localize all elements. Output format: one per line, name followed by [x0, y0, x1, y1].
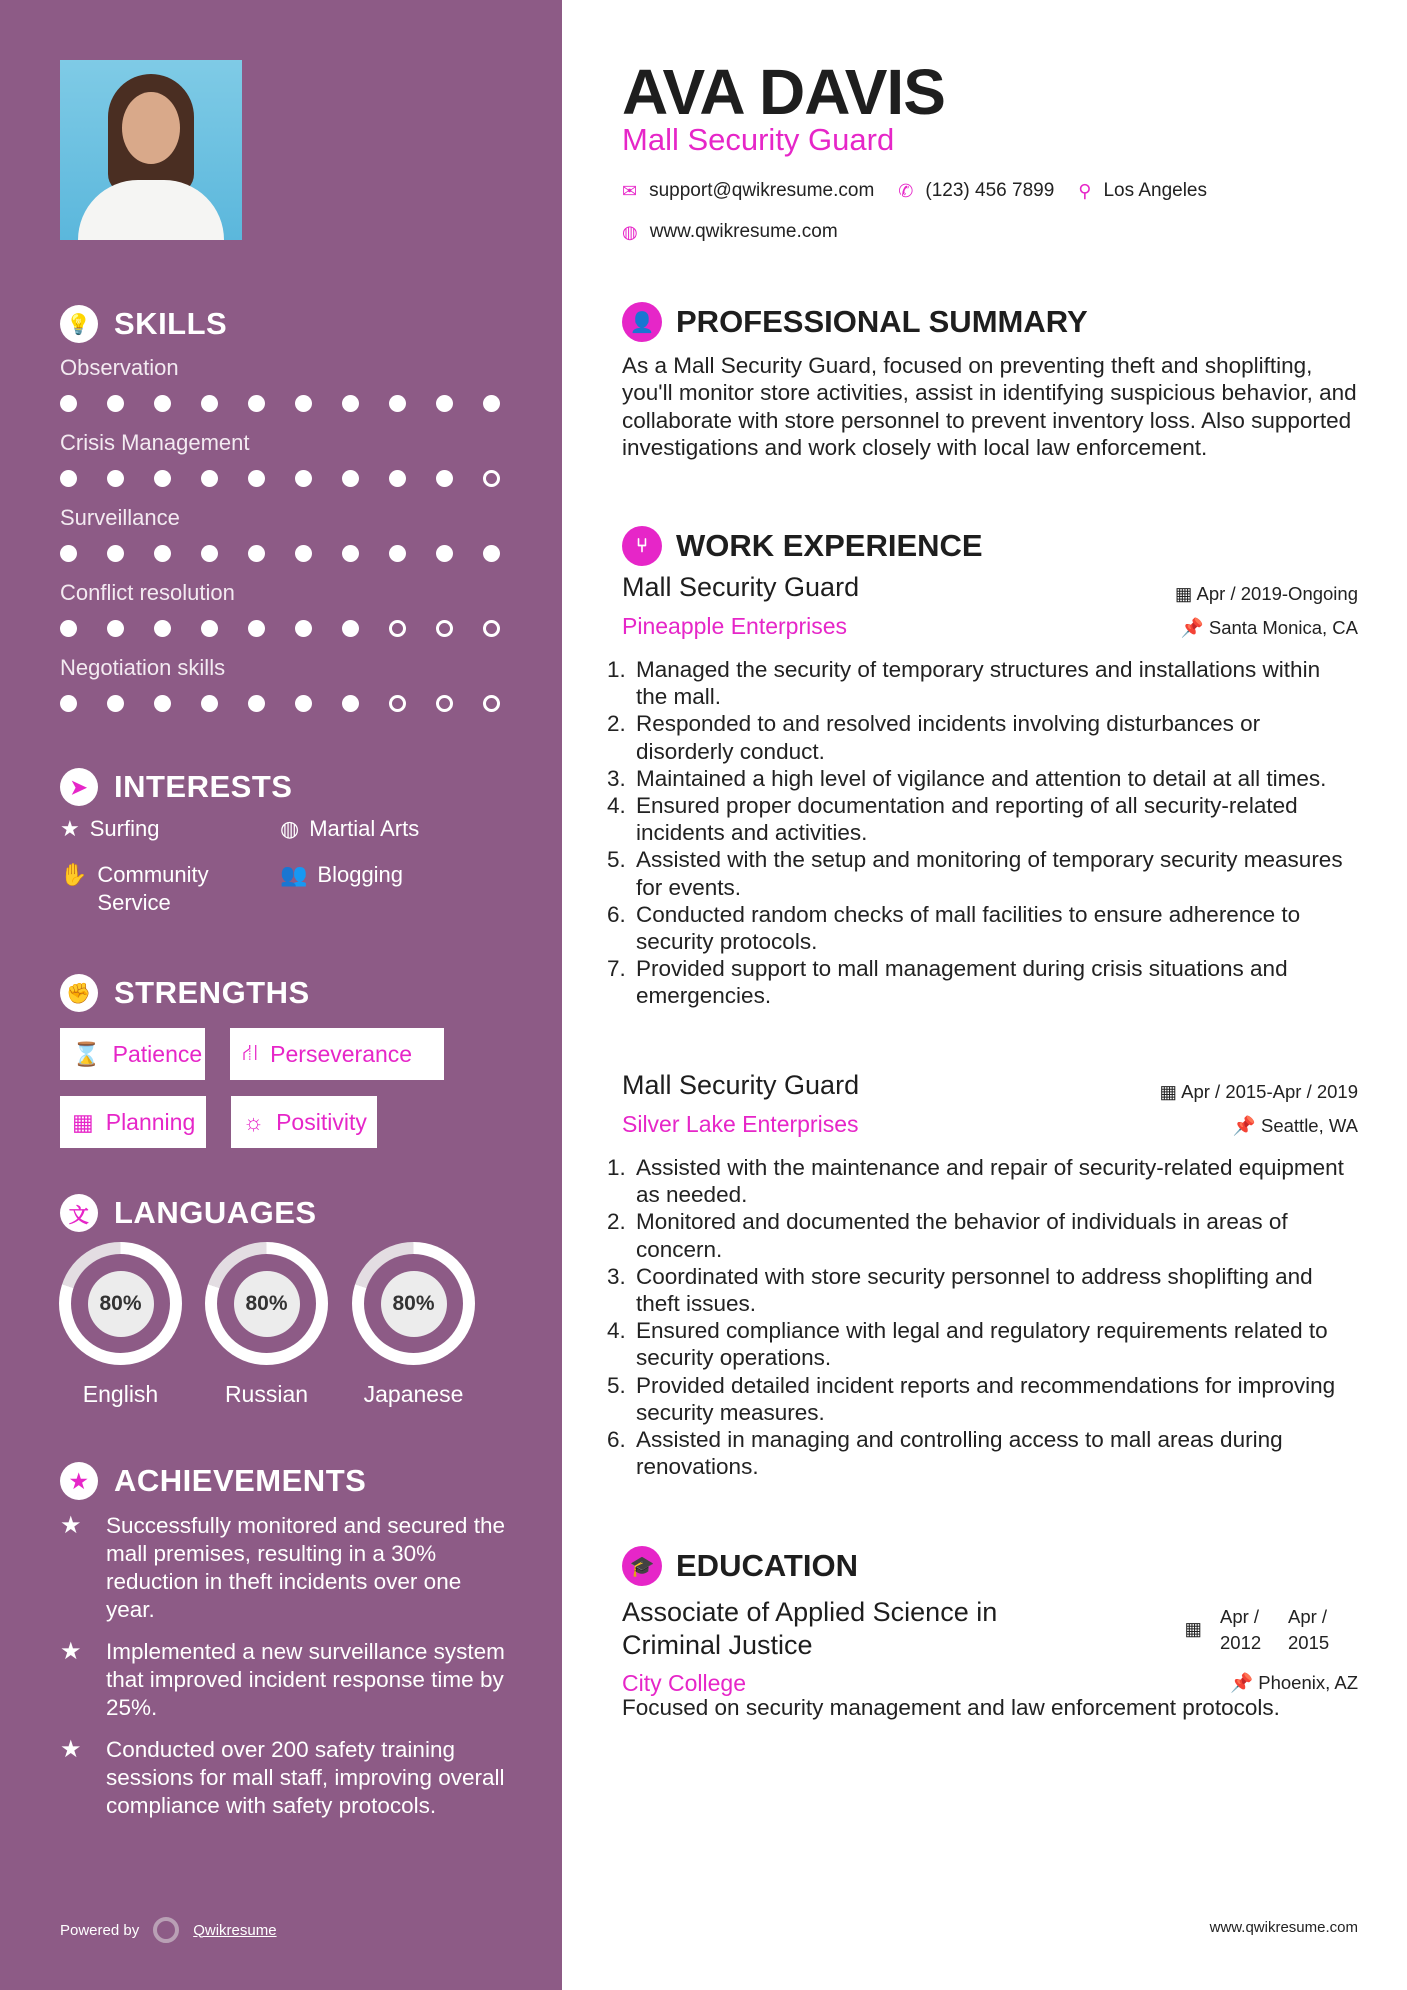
strength-chip [60, 1028, 205, 1080]
rating-dot-empty [436, 620, 453, 637]
rating-dot-filled [107, 620, 124, 637]
job-bullet: 4. Ensured compliance with legal and regulatory requirements related to security operations. [632, 1317, 1350, 1371]
job-title: Mall Security Guard [622, 1070, 860, 1100]
website-link[interactable]: www.qwikresume.com [649, 221, 838, 242]
rating-dot-filled [60, 620, 77, 637]
interests-heading [60, 768, 292, 806]
shooting-star-icon: ★ [60, 1736, 82, 1763]
globe-icon: ◍ [622, 221, 638, 242]
chair-icon: ⑂ [622, 526, 662, 566]
pushpin-icon: 📌 [1232, 1115, 1261, 1136]
star-icon: ★ [60, 816, 80, 841]
rating-dot-filled [201, 395, 218, 412]
lightbulb-icon: 💡 [60, 305, 98, 343]
skill-item [60, 505, 510, 562]
pushpin-icon: 📌 [1180, 617, 1209, 638]
job-bullet: 1. Managed the security of temporary structures and installations within the mall. [632, 656, 1350, 710]
interest-item [280, 815, 419, 843]
rating-dot-filled [154, 620, 171, 637]
interest-label: Blogging [317, 862, 404, 887]
strength-label: Patience [112, 1040, 203, 1067]
education-location [1230, 1672, 1358, 1694]
skill-item [60, 655, 510, 712]
rating-dot-filled [107, 395, 124, 412]
skill-label: Surveillance [60, 505, 180, 530]
rating-dot-filled [342, 470, 359, 487]
rating-dot-empty [389, 620, 406, 637]
skill-label: Observation [60, 355, 179, 380]
rating-dot-filled [295, 470, 312, 487]
skills-heading [60, 305, 227, 343]
language-progress-ring [352, 1242, 475, 1365]
languages-heading [60, 1194, 317, 1232]
job-title: Mall Security Guard [622, 122, 895, 157]
job-bullet: 5. Assisted with the setup and monitoring of temporary security measures for events. [632, 846, 1350, 900]
interests-title: INTERESTS [114, 769, 293, 804]
hourglass-icon: ⌛ [72, 1040, 101, 1067]
achievement-item [60, 1512, 510, 1624]
qwikresume-link[interactable]: Qwikresume [193, 1921, 277, 1939]
rating-dot-empty [483, 695, 500, 712]
rating-dot-filled [60, 395, 77, 412]
job-bullet: 3. Maintained a high level of vigilance and attention to detail at all times. [632, 765, 1350, 792]
skill-item [60, 580, 510, 637]
rating-dot-filled [107, 470, 124, 487]
skill-item [60, 430, 510, 487]
rating-dot-filled [342, 545, 359, 562]
achievement-text: Successfully monitored and secured the mall premises, resulting in a 30% reduction in theft incidents over one year. [106, 1513, 505, 1622]
strength-label: Planning [105, 1108, 196, 1135]
summary-text: As a Mall Security Guard, focused on preventing theft and shoplifting, you'll monitor store activities, assist in identifying suspicious behavior, and collaborate with store personnel to prevent inventory loss. Also supported investigations and work closely with local law enforcement. [622, 353, 1357, 460]
rating-dot-filled [295, 395, 312, 412]
job-location-text: Santa Monica, CA [1208, 617, 1358, 638]
rating-dot-filled [389, 470, 406, 487]
rating-dot-filled [295, 620, 312, 637]
language-percent: 80% [381, 1271, 447, 1337]
rating-dot-filled [154, 695, 171, 712]
rating-dot-filled [201, 620, 218, 637]
rating-dot-filled [154, 395, 171, 412]
phone-icon: ✆ [898, 180, 914, 201]
language-percent: 80% [88, 1271, 154, 1337]
candidate-name: AVA DAVIS [622, 56, 945, 128]
languages-title: LANGUAGES [114, 1195, 317, 1230]
paper-plane-icon: ➤ [60, 768, 98, 806]
envelope-icon: ✉ [622, 180, 638, 201]
education-start: Apr / 2012 [1220, 1606, 1262, 1653]
skill-label: Crisis Management [60, 430, 250, 455]
location-text: Los Angeles [1103, 180, 1207, 201]
skills-title: SKILLS [114, 306, 228, 341]
powered-by-label: Powered by [60, 1921, 140, 1939]
company-name: Silver Lake Enterprises [622, 1111, 859, 1137]
strengths-title: STRENGTHS [114, 975, 310, 1010]
job-bullet: 2. Monitored and documented the behavior of individuals in areas of concern. [632, 1208, 1350, 1262]
job-dates [1160, 1081, 1359, 1103]
profile-photo [60, 60, 242, 240]
skill-rating [60, 695, 510, 712]
job-dates-text: Apr / 2019-Ongoing [1196, 583, 1358, 604]
summary-title: PROFESSIONAL SUMMARY [676, 304, 1088, 339]
main-content [622, 0, 1358, 1990]
sun-icon: ☼ [243, 1108, 265, 1135]
road-icon: ⛙ [242, 1039, 259, 1065]
company-name: Pineapple Enterprises [622, 613, 848, 639]
rating-dot-filled [342, 620, 359, 637]
phone-text: (123) 456 7899 [925, 180, 1055, 201]
education-title: EDUCATION [676, 1548, 858, 1583]
achievement-text: Conducted over 200 safety training sessions for mall staff, improving overall compliance with safety protocols. [106, 1737, 505, 1818]
job-bullets [614, 1154, 1350, 1480]
experience-heading [622, 526, 983, 566]
summary-heading [622, 302, 1088, 342]
rating-dot-filled [248, 470, 265, 487]
rating-dot-filled [436, 545, 453, 562]
rating-dot-filled [201, 695, 218, 712]
strengths-heading [60, 974, 310, 1012]
calendar-icon: ▦ [1184, 1618, 1202, 1639]
contact-row [622, 180, 1207, 202]
education-dates [1185, 1604, 1338, 1656]
strength-label: Positivity [276, 1108, 367, 1135]
school-name: City College [622, 1670, 746, 1696]
job-location-text: Seattle, WA [1261, 1115, 1358, 1136]
job-bullet: 3. Coordinated with store security personnel to address shoplifting and theft issues. [632, 1263, 1350, 1317]
language-item [59, 1242, 182, 1408]
job-bullet: 4. Ensured proper documentation and reporting of all security-related incidents and activities. [632, 792, 1350, 846]
strength-chip [230, 1028, 444, 1080]
language-item [205, 1242, 328, 1408]
rating-dot-filled [295, 695, 312, 712]
interest-label: Martial Arts [309, 816, 420, 841]
skill-rating [60, 395, 510, 412]
rating-dot-filled [201, 470, 218, 487]
rating-dot-filled [483, 545, 500, 562]
rating-dot-empty [483, 620, 500, 637]
language-progress-ring [59, 1242, 182, 1365]
job-bullet: 6. Assisted in managing and controlling access to mall areas during renovations. [632, 1426, 1350, 1480]
job-dates [1175, 583, 1358, 605]
education-end: Apr / 2015 [1288, 1606, 1330, 1653]
globe-icon: ◍ [280, 816, 300, 841]
website-row [622, 221, 838, 243]
rating-dot-filled [389, 545, 406, 562]
email-link[interactable]: support@qwikresume.com [649, 180, 875, 201]
language-percent: 80% [234, 1271, 300, 1337]
skill-rating [60, 470, 510, 487]
calendar-icon: ▦ [72, 1108, 94, 1135]
job-location [1181, 617, 1358, 639]
strength-chip [60, 1096, 206, 1148]
users-icon: 👥 [280, 862, 308, 887]
strength-chip [231, 1096, 377, 1148]
sidebar [0, 0, 562, 1990]
rating-dot-empty [436, 695, 453, 712]
rating-dot-filled [295, 545, 312, 562]
job-location [1233, 1115, 1358, 1137]
education-description: Focused on security management and law enforcement protocols. [622, 1695, 1280, 1720]
hand-icon: ✋ [60, 862, 88, 887]
interest-label: Surfing [89, 816, 160, 841]
calendar-icon: ▦ [1174, 583, 1197, 604]
achievement-item [60, 1736, 510, 1820]
pushpin-icon: 📌 [1230, 1672, 1259, 1693]
skill-rating [60, 545, 510, 562]
rating-dot-filled [483, 395, 500, 412]
language-label: Japanese [363, 1381, 464, 1407]
calendar-icon: ▦ [1159, 1081, 1182, 1102]
rating-dot-filled [436, 395, 453, 412]
job-bullet: 7. Provided support to mall management during crisis situations and emergencies. [632, 955, 1350, 1009]
rating-dot-filled [342, 695, 359, 712]
job-bullet: 2. Responded to and resolved incidents involving disturbances or disorderly conduct. [632, 710, 1350, 764]
skill-rating [60, 620, 510, 637]
achievements-heading [60, 1462, 366, 1500]
job-title: Mall Security Guard [622, 572, 860, 602]
job-bullet: 6. Conducted random checks of mall facilities to ensure adherence to security protocols. [632, 901, 1350, 955]
language-label: Russian [224, 1381, 309, 1407]
education-location-text: Phoenix, AZ [1258, 1672, 1358, 1693]
language-label: English [82, 1381, 159, 1407]
translate-icon: 文 [60, 1194, 98, 1232]
strength-label: Perseverance [270, 1040, 413, 1067]
rating-dot-filled [154, 545, 171, 562]
rating-dot-filled [107, 545, 124, 562]
rating-dot-filled [248, 545, 265, 562]
language-item [352, 1242, 475, 1408]
star-badge-icon: ★ [60, 1462, 98, 1500]
rating-dot-filled [436, 470, 453, 487]
language-progress-ring [205, 1242, 328, 1365]
job-bullets [614, 656, 1350, 1010]
skill-label: Conflict resolution [60, 580, 235, 605]
rating-dot-filled [154, 470, 171, 487]
interest-item [60, 861, 250, 917]
interest-item [60, 815, 159, 843]
degree-title: Associate of Applied Science in Criminal Justice [622, 1597, 998, 1660]
interest-label: Community Service [97, 862, 209, 915]
job-dates-text: Apr / 2015-Apr / 2019 [1181, 1081, 1358, 1102]
shooting-star-icon: ★ [60, 1512, 82, 1539]
fist-icon: ✊ [60, 974, 98, 1012]
graduate-icon: 🎓 [622, 1546, 662, 1586]
achievement-text: Implemented a new surveillance system that improved incident response time by 25%. [106, 1639, 505, 1720]
rating-dot-filled [389, 395, 406, 412]
rating-dot-filled [60, 470, 77, 487]
user-icon: 👤 [622, 302, 662, 342]
location-pin-icon: ⚲ [1078, 180, 1092, 201]
achievements-title: ACHIEVEMENTS [114, 1463, 367, 1498]
achievement-item [60, 1638, 510, 1722]
job-bullet: 1. Assisted with the maintenance and repair of security-related equipment as needed. [632, 1154, 1350, 1208]
interest-item [280, 861, 403, 889]
skill-item [60, 355, 510, 412]
education-heading [622, 1546, 858, 1586]
rating-dot-filled [248, 395, 265, 412]
shooting-star-icon: ★ [60, 1638, 82, 1665]
rating-dot-filled [342, 395, 359, 412]
rating-dot-filled [60, 695, 77, 712]
footer-website[interactable]: www.qwikresume.com [1209, 1919, 1358, 1936]
rating-dot-filled [60, 545, 77, 562]
powered-by [60, 1917, 277, 1943]
rating-dot-empty [389, 695, 406, 712]
skill-label: Negotiation skills [60, 655, 226, 680]
qwikresume-logo-icon [153, 1917, 179, 1943]
rating-dot-filled [107, 695, 124, 712]
rating-dot-filled [248, 695, 265, 712]
job-bullet: 5. Provided detailed incident reports and recommendations for improving security measures. [632, 1372, 1350, 1426]
rating-dot-filled [248, 620, 265, 637]
rating-dot-filled [201, 545, 218, 562]
rating-dot-empty [483, 470, 500, 487]
experience-title: WORK EXPERIENCE [676, 528, 983, 563]
